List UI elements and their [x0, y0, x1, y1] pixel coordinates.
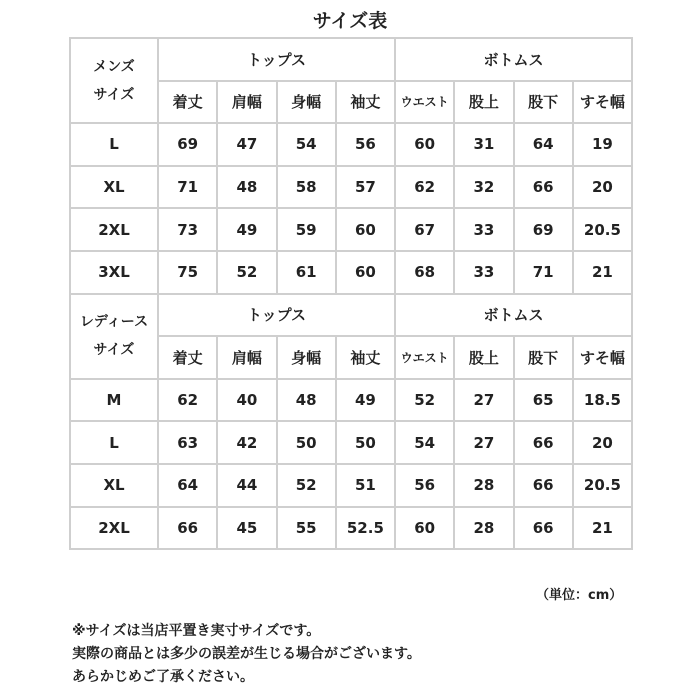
table-row	[70, 507, 632, 550]
value-cell: 73	[158, 208, 217, 251]
value-cell: 54	[395, 421, 454, 464]
value-cell: 27	[454, 379, 513, 422]
value-cell: 27	[454, 421, 513, 464]
value-cell: 48	[217, 166, 276, 209]
value-cell: 33	[454, 251, 513, 294]
page-title: サイズ表	[312, 10, 388, 32]
value-cell: 66	[514, 464, 573, 507]
value-cell: 20.5	[573, 464, 632, 507]
value-cell: 55	[277, 507, 336, 550]
group-header: トップス	[158, 294, 395, 337]
value-cell: 69	[514, 208, 573, 251]
column-header: すそ幅	[573, 81, 632, 124]
table-row	[70, 208, 632, 251]
notes	[72, 620, 421, 689]
table-row	[70, 123, 632, 166]
value-cell: 31	[454, 123, 513, 166]
table-row	[70, 251, 632, 294]
value-cell: 20	[573, 166, 632, 209]
size-cell: 3XL	[70, 251, 158, 294]
value-cell: 50	[277, 421, 336, 464]
value-cell: 19	[573, 123, 632, 166]
value-cell: 28	[454, 464, 513, 507]
value-cell: 47	[217, 123, 276, 166]
note-line: ※サイズは当店平置き実寸サイズです。	[72, 623, 321, 639]
column-header: 袖丈	[336, 336, 395, 379]
value-cell: 18.5	[573, 379, 632, 422]
size-header-line: サイズ	[93, 86, 135, 103]
value-cell: 33	[454, 208, 513, 251]
value-cell: 52	[217, 251, 276, 294]
value-cell: 57	[336, 166, 395, 209]
value-cell: 64	[514, 123, 573, 166]
size-table	[69, 37, 633, 550]
value-cell: 52.5	[336, 507, 395, 550]
value-cell: 66	[514, 507, 573, 550]
size-header-line: サイズ	[93, 342, 135, 359]
value-cell: 58	[277, 166, 336, 209]
value-cell: 61	[277, 251, 336, 294]
value-cell: 67	[395, 208, 454, 251]
value-cell: 66	[158, 507, 217, 550]
value-cell: 48	[277, 379, 336, 422]
column-header: ウエスト	[395, 336, 454, 379]
column-header: 股上	[454, 336, 513, 379]
table-row	[70, 421, 632, 464]
value-cell: 62	[158, 379, 217, 422]
note-line: あらかじめご了承ください。	[72, 669, 254, 685]
value-cell: 45	[217, 507, 276, 550]
size-header-line: レディース	[79, 314, 149, 331]
value-cell: 60	[336, 208, 395, 251]
value-cell: 56	[336, 123, 395, 166]
value-cell: 54	[277, 123, 336, 166]
unit-label: （単位：cm）	[536, 588, 623, 603]
value-cell: 52	[277, 464, 336, 507]
size-cell: 2XL	[70, 507, 158, 550]
value-cell: 50	[336, 421, 395, 464]
value-cell: 69	[158, 123, 217, 166]
group-header: トップス	[158, 38, 395, 81]
value-cell: 20	[573, 421, 632, 464]
value-cell: 62	[395, 166, 454, 209]
value-cell: 71	[158, 166, 217, 209]
value-cell: 44	[217, 464, 276, 507]
column-header: 着丈	[158, 81, 217, 124]
column-header: 股下	[514, 336, 573, 379]
group-header-row	[70, 38, 632, 81]
column-header: ウエスト	[395, 81, 454, 124]
value-cell: 56	[395, 464, 454, 507]
value-cell: 63	[158, 421, 217, 464]
value-cell: 68	[395, 251, 454, 294]
column-header: 身幅	[277, 81, 336, 124]
size-cell: XL	[70, 464, 158, 507]
size-cell: L	[70, 421, 158, 464]
value-cell: 60	[336, 251, 395, 294]
value-cell: 21	[573, 507, 632, 550]
group-header-row	[70, 294, 632, 337]
value-cell: 20.5	[573, 208, 632, 251]
value-cell: 28	[454, 507, 513, 550]
value-cell: 60	[395, 507, 454, 550]
table-row	[70, 464, 632, 507]
table-row	[70, 379, 632, 422]
group-header: ボトムス	[395, 38, 632, 81]
value-cell: 60	[395, 123, 454, 166]
note-line: 実際の商品とは多少の誤差が生じる場合がございます。	[72, 646, 421, 662]
value-cell: 65	[514, 379, 573, 422]
size-cell: XL	[70, 166, 158, 209]
column-header: 肩幅	[217, 336, 276, 379]
column-header: 股下	[514, 81, 573, 124]
value-cell: 71	[514, 251, 573, 294]
size-cell: 2XL	[70, 208, 158, 251]
column-header: すそ幅	[573, 336, 632, 379]
size-cell: L	[70, 123, 158, 166]
value-cell: 40	[217, 379, 276, 422]
size-header-line: メンズ	[93, 58, 135, 75]
value-cell: 64	[158, 464, 217, 507]
value-cell: 49	[217, 208, 276, 251]
value-cell: 21	[573, 251, 632, 294]
column-header: 着丈	[158, 336, 217, 379]
value-cell: 49	[336, 379, 395, 422]
column-header: 肩幅	[217, 81, 276, 124]
column-header: 袖丈	[336, 81, 395, 124]
table-row	[70, 166, 632, 209]
size-cell: M	[70, 379, 158, 422]
value-cell: 51	[336, 464, 395, 507]
column-header: 股上	[454, 81, 513, 124]
value-cell: 75	[158, 251, 217, 294]
value-cell: 66	[514, 421, 573, 464]
size-header	[70, 294, 158, 379]
value-cell: 32	[454, 166, 513, 209]
column-header: 身幅	[277, 336, 336, 379]
value-cell: 66	[514, 166, 573, 209]
group-header: ボトムス	[395, 294, 632, 337]
size-header	[70, 38, 158, 123]
value-cell: 59	[277, 208, 336, 251]
value-cell: 52	[395, 379, 454, 422]
value-cell: 42	[217, 421, 276, 464]
